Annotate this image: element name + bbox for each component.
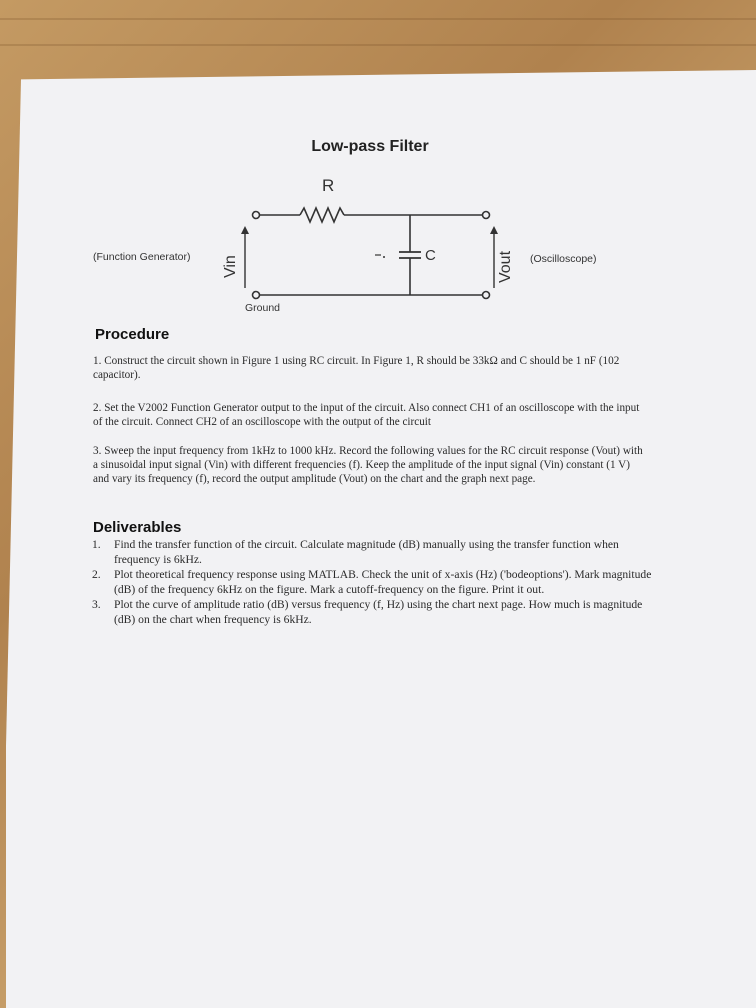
page-title: Low-pass Filter [311,138,429,155]
list-item-number: 3. [92,598,101,611]
list-item-number: 1. [92,538,101,551]
deliverables-heading: Deliverables [93,519,182,536]
list-item-text: Plot the curve of amplitude ratio (dB) versus frequency (f, Hz) using the chart next page. How much is magnitude (dB) on the chart when frequency is 6kHz. [114,598,643,626]
vin-arrow-icon [241,226,249,234]
resistor-symbol [300,208,344,222]
procedure-step-1: 1. Construct the circuit shown in Figure 1 using RC circuit. In Figure 1, R should be 33kΩ and C should be 1 nF (102 capacitor). [93,355,620,381]
list-item-number: 2. [92,568,101,581]
rc-circuit-diagram [200,170,500,315]
deliverables-list [92,538,657,628]
list-item-text: Find the transfer function of the circuit. Calculate magnitude (dB) manually using the transfer function when frequency is 6kHz. [114,538,619,566]
procedure-step-3: 3. Sweep the input frequency from 1kHz to 1000 kHz. Record the following values for the RC circuit response (Vout) with a sinusoidal input signal (Vin) with different frequencies (f). Keep the amplitude of the input signal (Vin) constant (1 V) and vary its frequency (f), record the output amplitude (Vout) on the chart and the graph next page. [93,445,643,485]
resistor-label: R [322,176,335,195]
list-item-text: Plot theoretical frequency response using MATLAB. Check the unit of x-axis (Hz) ('bodeoptions'). Mark magnitude (dB) of the frequency 6kHz on the figure. Mark a cutoff-frequency on the figure. Print it out. [114,568,652,596]
procedure-heading: Procedure [95,326,170,343]
oscilloscope-label: (Oscilloscope) [530,253,597,265]
list-item [92,538,657,567]
list-item [92,598,657,627]
vin-label: Vin [222,255,239,278]
function-generator-label: (Function Generator) [93,251,191,263]
ground-label: Ground [245,302,281,314]
procedure-step-2: 2. Set the V2002 Function Generator output to the input of the circuit. Also connect CH1 of an oscilloscope with the input of the circuit. Connect CH2 of an oscilloscope with the output of the circuit [93,402,640,428]
capacitor-label: C [425,247,436,264]
vout-label: Vout [497,250,514,283]
list-item [92,568,657,597]
